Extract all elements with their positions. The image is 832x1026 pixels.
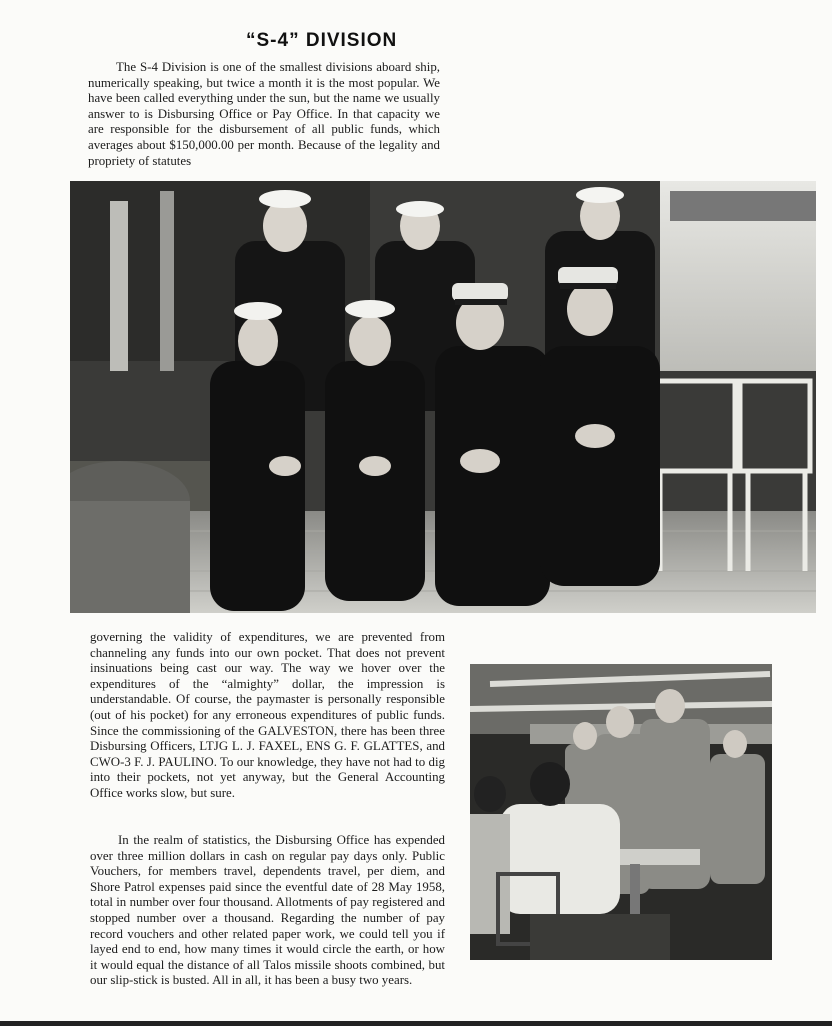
page-title: “S-4” DIVISION xyxy=(246,30,398,51)
paragraph-3: In the realm of statistics, the Disbursing Office has expended over three million dollars in cash on regular pay days only. Public Vouchers, for members travel, dependents travel, per diem, and Shore Patrol expenses paid since the eventful date of 28 May 1958, total in number over four thousand. Allotments of pay registered and stopped number over a thousand. Regarding the number of pay record vouchers and other related paper work, we could tell you if layed end to end, how many times it would circle the earth, or how it would equal the distance of all Talos missile shoots combined, but our slip-stick is busted. All in all, it has been a busy two years. xyxy=(90,833,445,988)
statistics-column xyxy=(90,833,445,989)
intro-paragraph xyxy=(88,60,440,169)
pay-office-photo-image xyxy=(470,664,772,960)
bottom-border xyxy=(0,1021,832,1026)
group-photo-image xyxy=(70,181,816,613)
pay-office-photo xyxy=(470,664,772,960)
paragraph-2: governing the validity of expenditures, we are prevented from channeling any funds into our own pocket. That does not prevent insinuations being cast our way. The way we hover over the expenditures of the “almighty” dollar, the impression is understandable. Of course, the paymaster is personally responsible (out of his pocket) for any erroneous expenditures of public funds. Since the commissioning of the GALVESTON, there has been three Disbursing Officers, LTJG L. J. FAXEL, ENS G. F. GLATTES, and CWO-3 F. J. PAULINO. To our knowledge, they have not had to dig into their pockets, not yet anyway, but the General Accounting Office works slow, but sure. xyxy=(90,630,445,800)
body-column xyxy=(90,630,445,802)
paragraph-1: The S-4 Division is one of the smallest divisions aboard ship, numerically speaking, but twice a month it is the most popular. We have been called everything under the sun, but the name we usually answer to is Disbursing Office or Pay Office. In that capacity we are responsible for the disbursement of all public funds, which averages about $150,000.00 per month. Because of the legality and propriety of statutes xyxy=(88,60,440,168)
division-group-photo xyxy=(70,181,816,613)
